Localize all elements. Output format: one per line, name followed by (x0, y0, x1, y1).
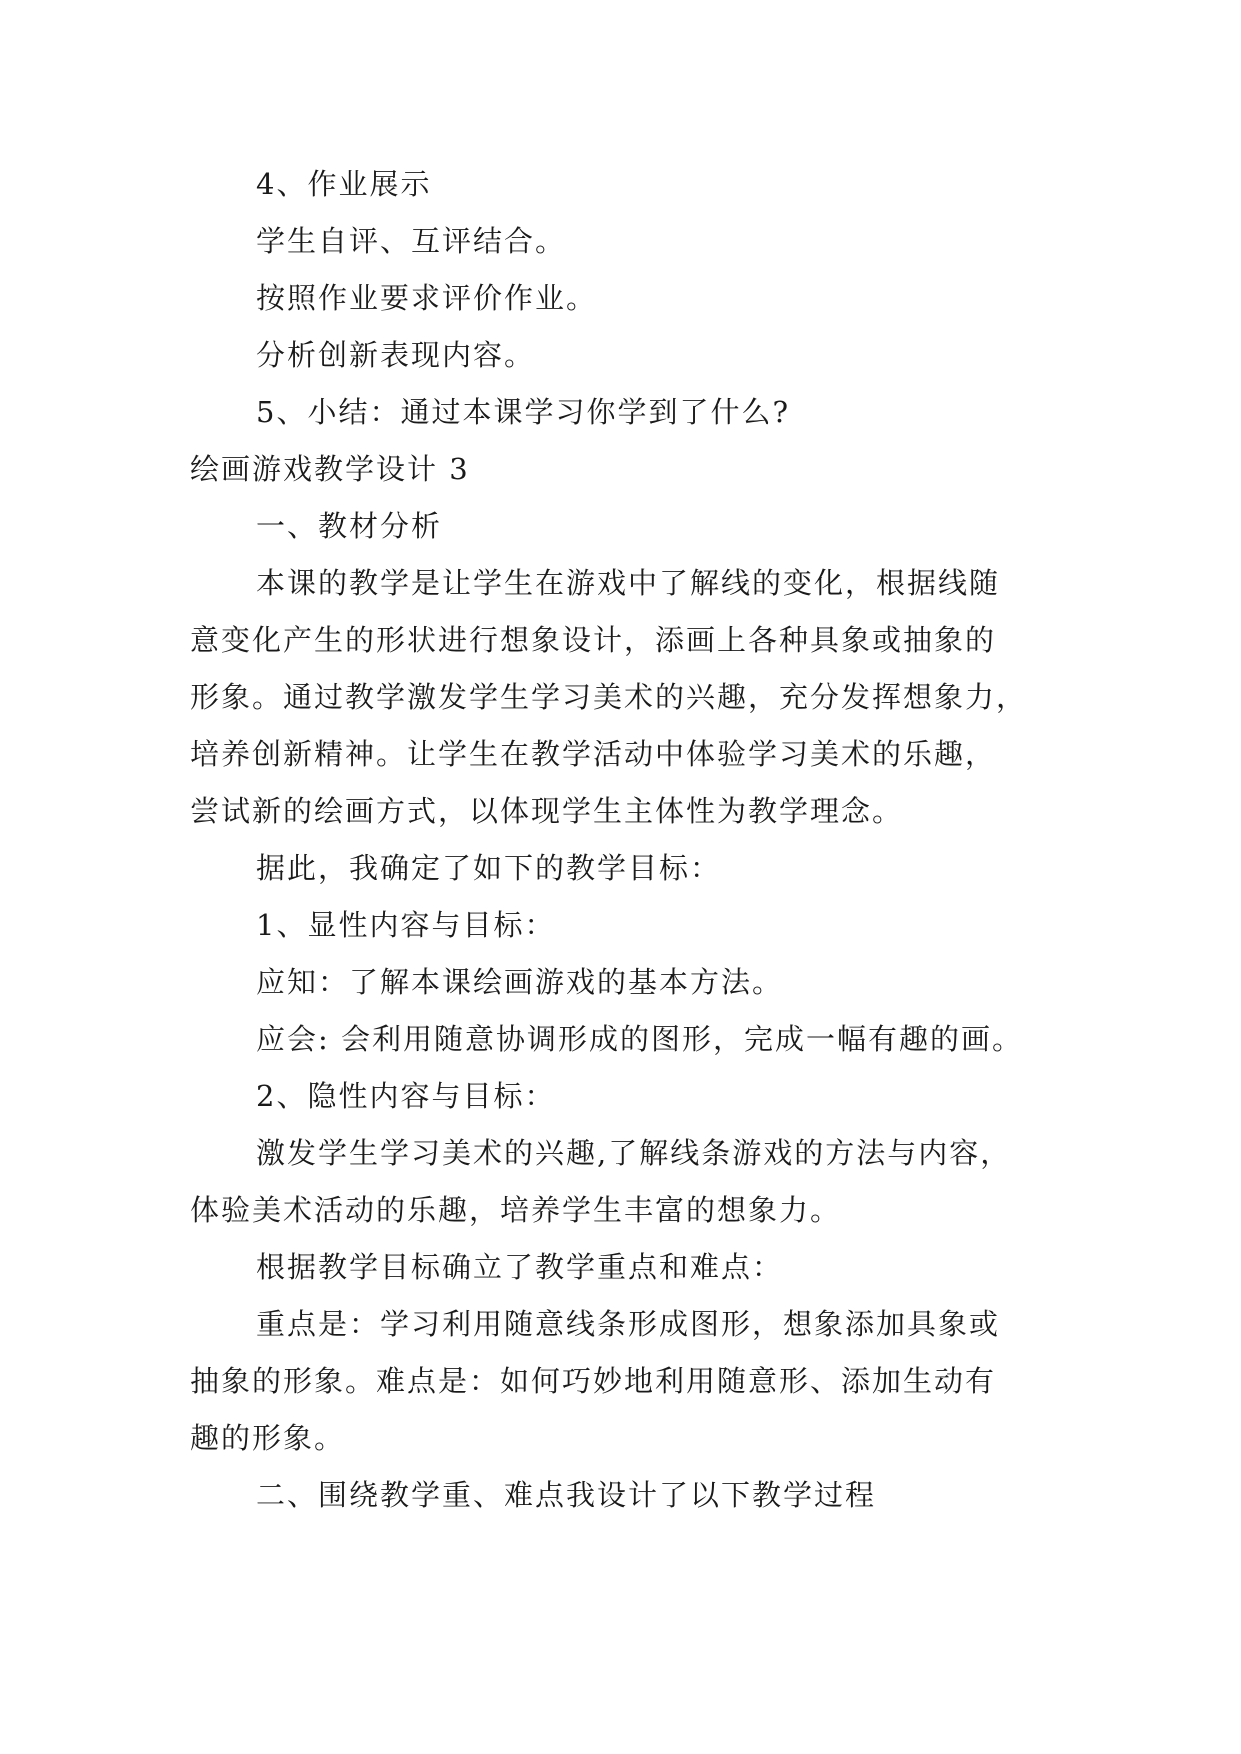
paragraph-line: 意变化产生的形状进行想象设计，添画上各种具象或抽象的 (190, 623, 997, 657)
paragraph-line: 激发学生学习美术的兴趣,了解线条游戏的方法与内容， (256, 1136, 1012, 1170)
paragraph-line: 趣的形象。 (190, 1421, 346, 1455)
paragraph-line: 据此，我确定了如下的教学目标： (256, 851, 722, 885)
section-heading: 5、小结：通过本课学习你学到了什么? (256, 395, 790, 429)
paragraph-line: 尝试新的绘画方式，以体现学生主体性为教学理念。 (190, 794, 904, 828)
paragraph-line: 学生自评、互评结合。 (256, 224, 567, 258)
paragraph-line: 应知：了解本课绘画游戏的基本方法。 (256, 965, 784, 999)
section-heading: 4、作业展示 (256, 167, 432, 201)
paragraph-line: 应会: 会利用随意协调形成的图形，完成一幅有趣的画。 (256, 1022, 1023, 1056)
paragraph-line: 体验美术活动的乐趣，培养学生丰富的想象力。 (190, 1193, 842, 1227)
paragraph-line: 按照作业要求评价作业。 (256, 281, 598, 315)
section-heading: 二、围绕教学重、难点我设计了以下教学过程 (256, 1478, 877, 1512)
document-title: 绘画游戏教学设计 3 (190, 452, 470, 486)
paragraph-line: 培养创新精神。让学生在教学活动中体验学习美术的乐趣， (190, 737, 997, 771)
section-heading: 一、教材分析 (256, 509, 443, 543)
paragraph-line: 根据教学目标确立了教学重点和难点： (256, 1250, 784, 1284)
paragraph-line: 分析创新表现内容。 (256, 338, 536, 372)
section-heading: 2、隐性内容与目标： (256, 1079, 556, 1113)
section-heading: 1、显性内容与目标： (256, 908, 556, 942)
paragraph-line: 形象。通过教学激发学生学习美术的兴趣，充分发挥想象力， (190, 680, 1028, 714)
paragraph-line: 本课的教学是让学生在游戏中了解线的变化，根据线随 (256, 566, 1001, 600)
paragraph-line: 重点是：学习利用随意线条形成图形，想象添加具象或 (256, 1307, 1001, 1341)
paragraph-line: 抽象的形象。难点是：如何巧妙地利用随意形、添加生动有 (190, 1364, 997, 1398)
